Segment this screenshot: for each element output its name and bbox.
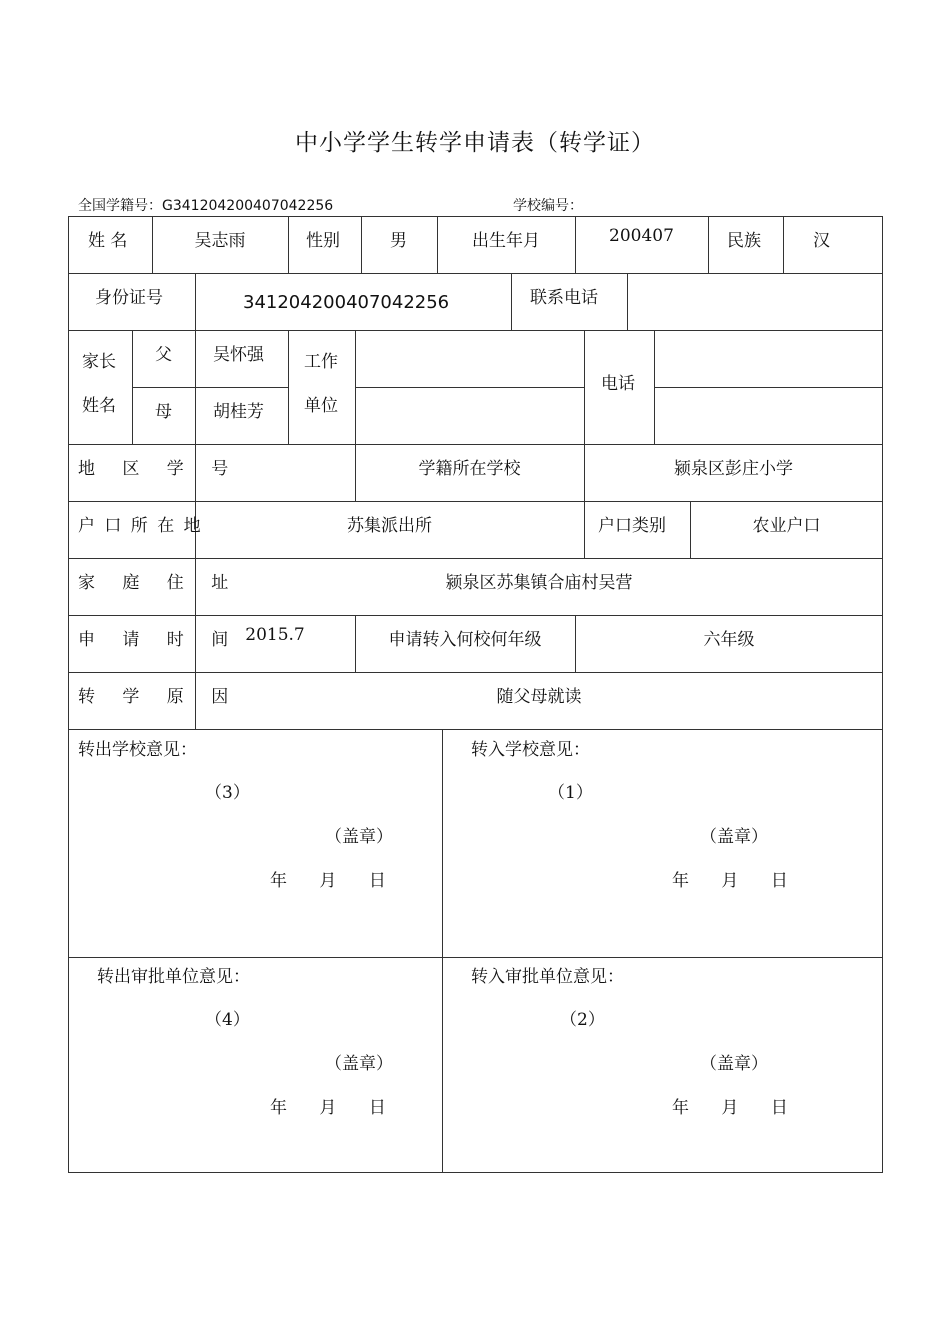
out-approval-label: 转出审批单位意见： (97, 967, 250, 987)
ethnic-label: 民族 (727, 231, 761, 251)
enrolled-school-label: 学籍所在学校 (418, 459, 521, 479)
parent-phone-label: 电话 (601, 374, 635, 394)
contact-phone-label: 联系电话 (530, 288, 598, 308)
out-school-number: （3） (205, 783, 250, 803)
in-approval-date: 年 月 日 (672, 1098, 788, 1118)
out-school-date: 年 月 日 (270, 871, 386, 891)
parent-label-line2: 姓名 (82, 396, 116, 416)
out-approval-seal: （盖章） (325, 1054, 393, 1074)
apply-time-label: 申 请 时 间 (78, 630, 240, 650)
hukou-location-label: 户 口 所 在 地 (78, 516, 203, 536)
name-label: 姓 名 (88, 231, 128, 251)
in-approval-label: 转入审批单位意见： (471, 967, 624, 987)
out-approval-date: 年 月 日 (270, 1098, 386, 1118)
hukou-location-value: 苏集派出所 (347, 516, 432, 536)
ethnic-value: 汉 (813, 231, 830, 251)
in-school-label: 转入学校意见： (471, 740, 590, 760)
target-school-value: 六年级 (703, 630, 755, 650)
out-school-seal: （盖章） (325, 827, 393, 847)
in-approval-seal: （盖章） (700, 1054, 768, 1074)
hukou-type-value: 农业户口 (752, 516, 821, 536)
mother-label: 母 (155, 402, 172, 422)
in-school-number: （1） (548, 783, 593, 803)
id-value: 341204200407042256 (243, 292, 450, 313)
work-label-line2: 单位 (304, 396, 338, 416)
work-label-line1: 工作 (304, 352, 338, 372)
out-school-label: 转出学校意见： (78, 740, 197, 760)
hukou-type-label: 户口类别 (598, 516, 666, 536)
school-number: 学校编号： (513, 198, 583, 214)
apply-time-value: 2015.7 (245, 625, 305, 645)
region-number-label: 地 区 学 号 (78, 459, 240, 479)
transfer-reason-label: 转 学 原 因 (78, 687, 240, 707)
mother-name: 胡桂芳 (213, 402, 264, 422)
gender-value: 男 (390, 231, 407, 251)
birth-label: 出生年月 (472, 231, 540, 251)
student-number: 全国学籍号：G341204200407042256 (78, 198, 334, 214)
in-school-seal: （盖章） (700, 827, 768, 847)
name-value: 吴志雨 (194, 231, 246, 251)
birth-value: 200407 (609, 226, 674, 246)
in-school-date: 年 月 日 (672, 871, 788, 891)
in-approval-number: （2） (560, 1010, 605, 1030)
form-title: 中小学学生转学申请表（转学证） (295, 130, 655, 156)
parent-label-line1: 家长 (82, 352, 116, 372)
home-address-value: 颍泉区苏集镇合庙村吴营 (445, 573, 633, 593)
enrolled-school-value: 颍泉区彭庄小学 (674, 459, 793, 479)
home-address-label: 家 庭 住 址 (78, 573, 240, 593)
out-approval-number: （4） (205, 1010, 250, 1030)
target-school-label: 申请转入何校何年级 (388, 630, 542, 650)
gender-label: 性别 (306, 231, 340, 251)
transfer-reason-value: 随父母就读 (496, 687, 582, 707)
father-name: 吴怀强 (213, 345, 264, 365)
father-label: 父 (155, 345, 172, 365)
id-label: 身份证号 (95, 288, 163, 308)
